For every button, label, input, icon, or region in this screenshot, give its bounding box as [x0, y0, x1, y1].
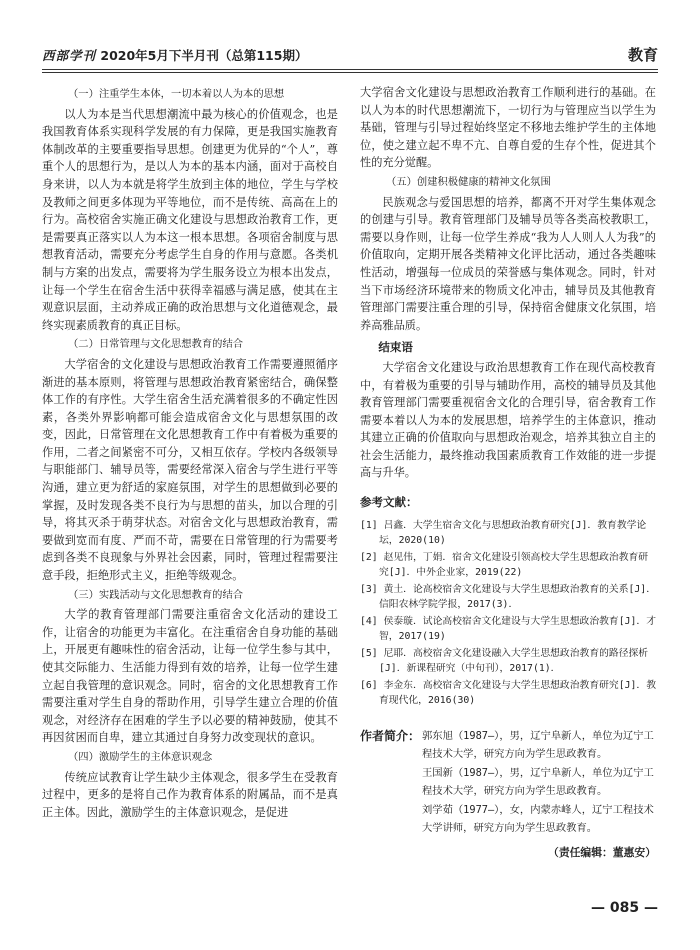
paragraph: 大学宿舍文化建设与思想政治教育工作顺利进行的基础。在以人为本的时代思想潮流下，一切行为与管理应当以学生为基础，管理与引导过程始终坚定不移地去维护学生的主体地位，使之建立起不卑不亢、自尊自爱的生存个性，促进其个性的充分觉醒。	[360, 86, 656, 170]
conclusion-paragraph: 大学宿舍文化建设与政治思想教育工作在现代高校教育中，有着极为重要的引导与辅助作用，高校的辅导员及其他教育管理部门需要重视宿舍文化的合理引导，宿舍教育工作需要本着以人为本的发展思想，培养学生的主体意识，推动其建立正确的价值取向与思想政治观念，培养其独立自主的社会生活能力，最终推动我国素质教育工作效能的进一步提高与升华。	[360, 360, 656, 480]
left-column	[42, 84, 338, 821]
author-item: 王国新（1987—），男，辽宁阜新人，单位为辽宁工程技术大学，研究方向为学生思政教育。	[422, 766, 654, 798]
subheading-5: （五）创建积极健康的精神文化氛围	[386, 175, 551, 188]
header-rule-bottom	[42, 72, 658, 73]
author-item: 郭东旭（1987—），男，辽宁阜新人，单位为辽宁工程技术大学，研究方向为学生思政教育。	[422, 729, 654, 761]
reference-item: [6] 李金东．高校宿舍文化建设与大学生思想政治教育研究[J]．教育现代化，2016(30)	[360, 679, 657, 707]
paragraph: 传统应试教育让学生缺少主体观念，很多学生在受教育过程中，更多的是将自己作为教育体系的附属品，而不是真正主体。因此，激励学生的主体意识观念，是促进	[42, 770, 338, 819]
page-header	[42, 44, 658, 68]
conclusion-title: 结束语	[378, 340, 413, 355]
header-rule-top	[42, 69, 658, 70]
subheading-3: （三）实践活动与文化思想教育的结合	[68, 588, 244, 601]
subheading-2: （二）日常管理与文化思想教育的结合	[68, 338, 244, 351]
paragraph: 大学的教育管理部门需要注重宿舍文化活动的建设工作，让宿舍的功能更为丰富化。在注重宿舍自身功能的基础上，开展更有趣味性的宿舍活动，让每一位学生参与其中，使其交际能力、生活能力得到有效的培养，让每一位学生建立起自我管理的意识观念。同时，宿舍的文化思想教育工作需要注重对学生自身的帮助作用，引导学生建立合理的价值观念，对经济存在困难的学生予以必要的精神鼓励，使其不再因贫困而自卑，建立其通过自身努力改变现状的意识。	[42, 608, 338, 745]
reference-item: [5] 尼耶．高校宿舍文化建设融入大学生思想政治教育的路径探析[J]．新课程研究（中旬刊），2017(1)．	[360, 647, 649, 675]
subheading-4: （四）激励学生的主体意识观念	[68, 750, 213, 763]
author-info	[360, 727, 656, 838]
author-label: 作者简介：	[360, 728, 421, 743]
paragraph: 以人为本是当代思想潮流中最为核心的价值观念，也是我国教育体系实现科学发展的有力保障，更是我国实施教育体制改革的主要重要指导思想。创建更为优异的“个人”，尊重个人的思想行为，是以人为本的基本内涵，面对于高校自身来讲，以人为本就是将学生放到主体的地位，学生与学校及教师之间更多体现为平等地位，而不是传统、高高在上的行为。高校宿舍实施正确文化建设与思想政治教育工作，更是需要真正落实以人为本这一根本思想。各项宿舍制度与思想教育活动，需要充分考虑学生自身的作用与意愿。各类机制与方案的出发点，需要将为学生服务设立为根本出发点，让每一个学生在宿舍生活中获得幸福感与满足感，使其在主观意识层面，主动养成正确的政治思想与文化道德观念，最终实现素质教育的真正目标。	[42, 107, 338, 332]
reference-item: [2] 赵见伟，丁娟．宿舍文化建设引领高校大学生思想政治教育研究[J]．中外企业家，2019(22)	[360, 551, 649, 579]
reference-item: [4] 侯泰璇．试论高校宿舍文化建设与大学生思想政治教育[J]．才智，2017(19)	[360, 615, 657, 643]
journal-issue: 2020年5月下半月刊（总第115期）	[100, 48, 308, 63]
reference-item: [3] 黄土．论高校宿舍文化建设与大学生思想政治教育的关系[J]．信阳农林学院学报，2017(3)．	[360, 583, 657, 611]
references-title: 参考文献：	[360, 495, 418, 510]
references-list	[360, 518, 656, 709]
responsible-editor: （责任编辑：董惠安）	[548, 845, 656, 859]
paragraph: 大学宿舍的文化建设与思想政治教育工作需要遵照循序渐进的基本原则，将管理与思想政治教育紧密结合，确保整体工作的有序性。大学生宿舍生活充满着很多的不确定性因素，各类外界影响都可能会造成宿舍文化与思想氛围的改变，因此，日常管理在文化思想教育工作中有着极为重要的作用，二者之间紧密不可分，又相互依存。学校内各级领导与职能部门、辅导员等，需要经常深入宿舍与学生进行平等沟通，建立更为舒适的家庭氛围，对学生的思想做到必要的掌握，及时发现各类不良行为与思想的苗头，加以合理的引导，将其灭杀于萌芽状态。对宿舍文化与思想政治教育，需要做到宽而有度、严而不苛，需要在日常管理的行为需要考虑到各类不良现象与外界社会因素，同时，管理过程需要注意手段，拒绝形式主义，拒绝等级观念。	[42, 357, 338, 583]
page-number: — 085 —	[591, 900, 658, 916]
reference-item: [1] 吕鑫．大学生宿舍文化与思想政治教育研究[J]．教育教学论坛，2020(10)	[360, 519, 647, 547]
section-name: 教育	[627, 46, 658, 64]
journal-info	[42, 46, 307, 64]
journal-logo: 西部学刊	[42, 48, 97, 63]
author-list	[422, 727, 656, 838]
right-column	[360, 84, 656, 861]
paragraph: 民族观念与爱国思想的培养，都离不开对学生集体观念的创建与引导。教育管理部门及辅导员等各类高校教职工，需要以身作则，让每一位学生养成“我为人人则人人为我”的价值取向，定期开展各类精神文化评比活动，通过各类趣味性活动，增强每一位成员的荣誉感与集体观念。同时，针对当下市场经济环境带来的物质文化冲击，辅导员及其他教育管理部门需要注重合理的引导，保持宿舍健康文化氛围，培养高雅品质。	[360, 195, 656, 332]
author-item: 刘学茹（1977—），女，内蒙赤峰人，辽宁工程技术大学讲师，研究方向为学生思政教育。	[422, 803, 654, 835]
subheading-1: （一）注重学生本体，一切本着以人为本的思想	[68, 88, 285, 100]
